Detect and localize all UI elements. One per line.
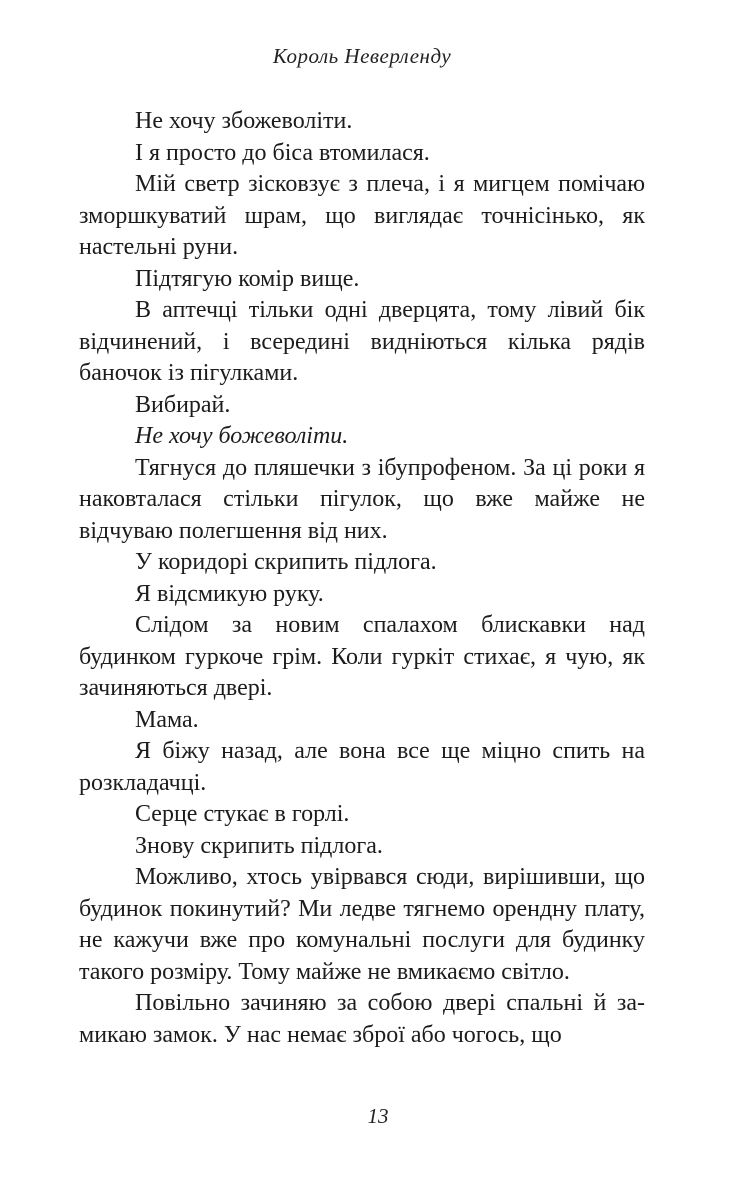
paragraph: Можливо, хтось увірвався сюди, вирішивши, що будинок покинутий? Ми ледве тягнемо орендну плату, не кажучи вже про комунальні послуги для будинку такого розміру. Тому майже не вмикаємо світло. [79, 864, 645, 985]
paragraph: У коридорі скрипить підлога. [135, 549, 437, 575]
paragraph: Мій светр зісковзує з плеча, і я мигцем помічаю зморшкуватий шрам, що виглядає точнісінько, як настельні руни. [79, 171, 645, 260]
paragraph: Серце стукає в горлі. [135, 801, 350, 827]
paragraph: Не хочу збожеволіти. [135, 108, 353, 134]
paragraph: Підтягую комір вище. [135, 265, 360, 292]
paragraph: І я просто до біса втомилася. [135, 139, 430, 166]
paragraph: Мама. [135, 706, 199, 733]
text-block [79, 106, 645, 1051]
page-number: 13 [367, 1104, 389, 1128]
paragraph-inner-thought: Не хочу божеволіти. [135, 423, 349, 449]
paragraph: Я відсмикую руку. [135, 580, 324, 607]
paragraph: Повільно зачиняю за собою двері спальні й замикаю замок. У нас немає зброї або чогось, що [79, 990, 645, 1048]
paragraph: Вибирай. [135, 391, 231, 418]
paragraph: В аптечці тільки одні дверцята, тому лівий бік відчинений, і всередині видніються кілька рядів баночок із пігулками. [79, 297, 645, 386]
paragraph: Знову скрипить підлога. [135, 832, 383, 859]
running-head: Король Неверленду [272, 44, 452, 68]
paragraph: Слідом за новим спалахом блискавки над будинком гуркоче грім. Коли гуркіт стихає, я чую, як зачиняються двері. [79, 612, 645, 701]
paragraph: Тягнуся до пляшечки з ібупрофеном. За ці роки я наковталася стільки пігулок, що вже майже не відчуваю полегшення від них. [79, 454, 645, 544]
paragraph: Я біжу назад, але вона все ще міцно спить на розкладачці. [79, 738, 645, 796]
